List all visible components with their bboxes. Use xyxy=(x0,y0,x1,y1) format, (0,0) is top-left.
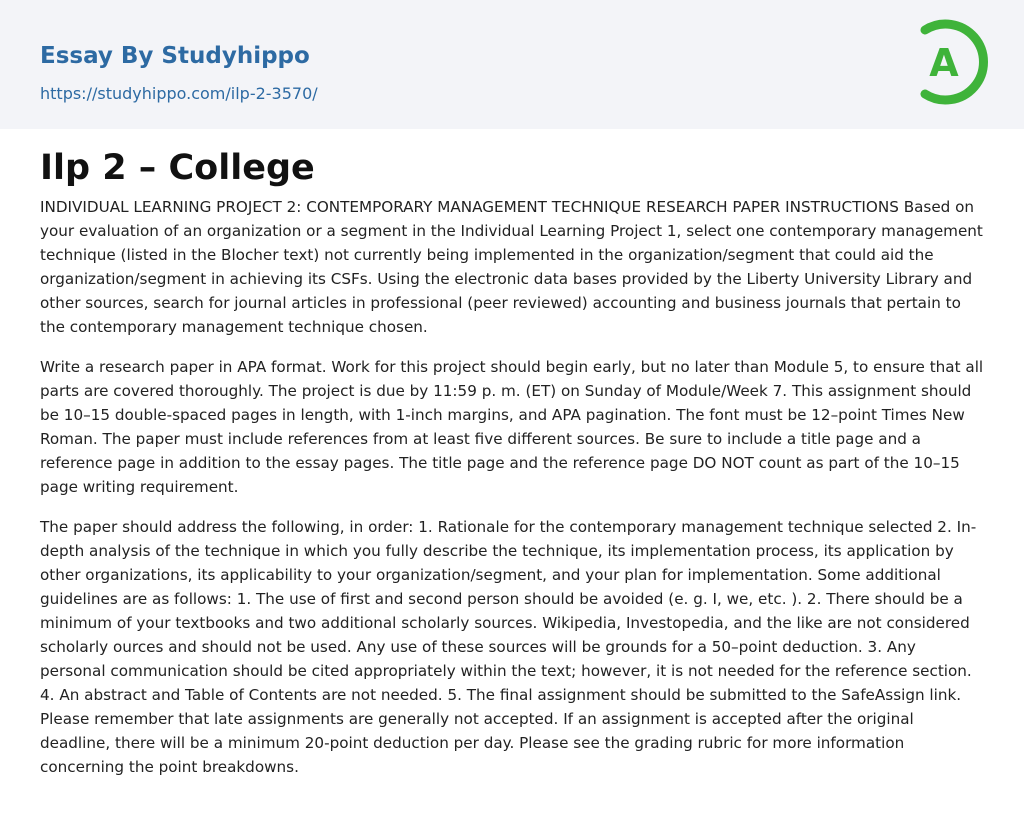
article-paragraph-2: Write a research paper in APA format. Work for this project should begin early, but no later than Module 5, to ensure that all parts are covered thoroughly. The project is due by 11:59 p. m. (ET) on Sunday of Module/Week 7. This assignment should be 10–15 double-spaced pages in length, with 1-inch margins, and APA pagination. The font must be 12–point Times New Roman. The paper must include references from at least five different sources. Be sure to include a title page and a reference page in addition to the essay pages. The title page and the reference page DO NOT count as part of the 10–15 page writing requirement. xyxy=(40,358,984,496)
page-url-link[interactable]: https://studyhippo.com/ilp-2-3570/ xyxy=(40,84,318,103)
logo-letter: A xyxy=(929,41,959,85)
studyhippo-logo-icon[interactable] xyxy=(898,16,990,108)
article-paragraph-3: The paper should address the following, in order: 1. Rationale for the contemporary management technique selected 2. In-depth analysis of the technique in which you fully describe the technique, its implementation process, its application by other organizations, its applicability to your organization/segment, and your plan for implementation. Some additional guidelines are as follows: 1. The use of first and second person should be avoided (e. g. I, we, etc. ). 2. There should be a minimum of your textbooks and two additional scholarly sources. Wikipedia, Investopedia, and the like are not considered scholarly ources and should not be used. Any use of these sources will be grounds for a 50–point deduction. 3. Any personal communication should be cited appropriately within the text; however, it is not needed for the reference section. 4. An abstract and Table of Contents are not needed. 5. The final assignment should be submitted to the SafeAssign link. Please remember that late assignments are generally not accepted. If an assignment is accepted after the original deadline, there will be a minimum 20-point deduction per day. Please see the grading rubric for more information concerning the point breakdowns. xyxy=(40,518,977,776)
page-title: Ilp 2 – College xyxy=(40,148,315,188)
site-header xyxy=(0,0,1024,129)
site-brand[interactable]: Essay By Studyhippo xyxy=(40,43,310,69)
article-paragraph-1: INDIVIDUAL LEARNING PROJECT 2: CONTEMPORARY MANAGEMENT TECHNIQUE RESEARCH PAPER INSTRUCTIONS Based on your evaluation of an organization or a segment in the Individual Learning Project 1, select one contemporary management technique (listed in the Blocher text) not currently being implemented in the organization/segment that could aid the organization/segment in achieving its CSFs. Using the electronic data bases provided by the Liberty University Library and other sources, search for journal articles in professional (peer reviewed) accounting and business journals that pertain to the contemporary management technique chosen. xyxy=(40,198,983,336)
article xyxy=(0,146,1024,779)
